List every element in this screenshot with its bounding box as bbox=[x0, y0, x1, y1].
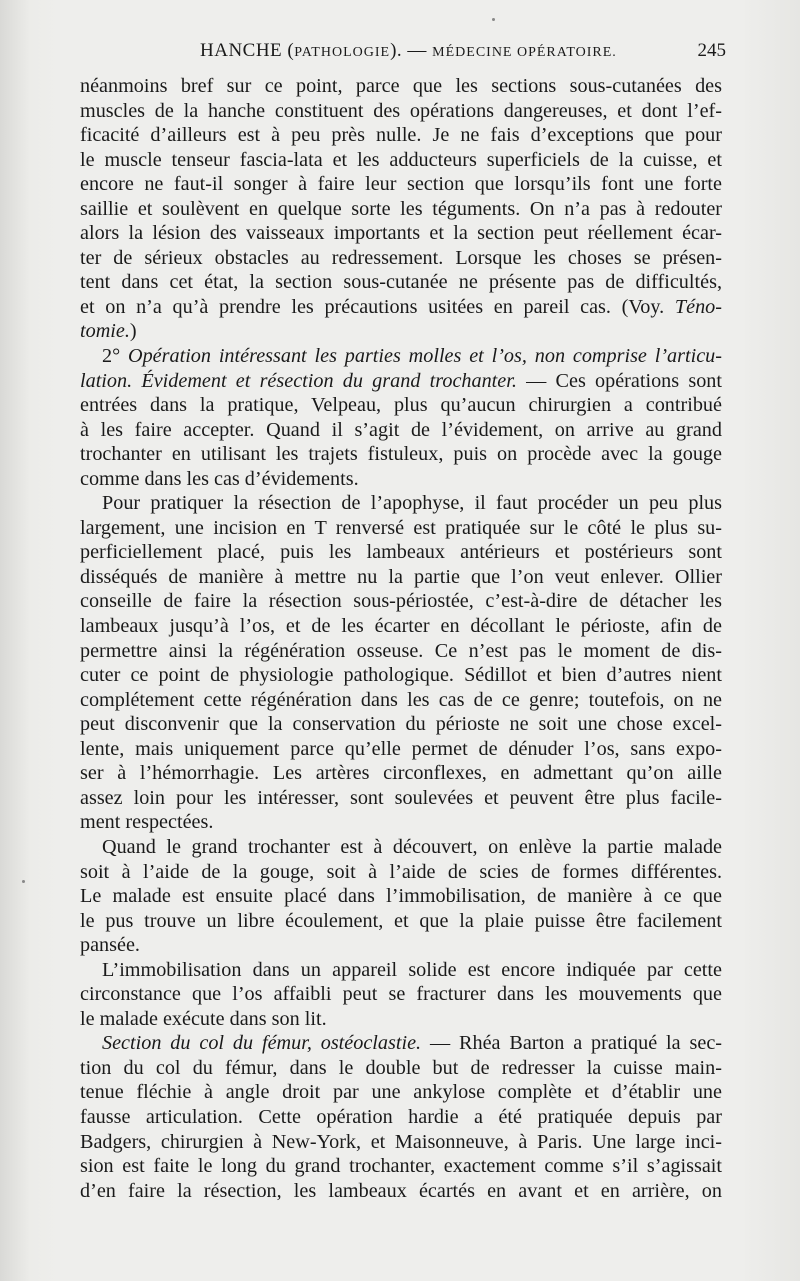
line-text: et on n’a qu’à prendre les précautions usitées en pareil cas. (Voy. bbox=[80, 295, 675, 318]
line-text: circonstance que l’os affaibli peut se fracturer dans les mouvements que bbox=[80, 983, 722, 1006]
text-line bbox=[80, 1031, 722, 1056]
line-text: lente, mais uniquement parce qu’elle permet de dénuder l’os, sans expo- bbox=[80, 737, 722, 760]
text-line bbox=[80, 737, 722, 762]
text-line bbox=[80, 1007, 722, 1032]
line-text: fausse articulation. Cette opération hardie a été pratiquée depuis par bbox=[80, 1105, 722, 1128]
text-line bbox=[80, 418, 722, 443]
text-line bbox=[80, 319, 722, 344]
line-italic-text: Opération intéressant les parties molles et l’os, non comprise l’articu- bbox=[128, 345, 722, 368]
line-text: Pour pratiquer la résection de l’apophyse, il faut procéder un peu plus bbox=[102, 492, 722, 515]
line-text: assez loin pour les intéresser, sont soulevées et peuvent être plus facile- bbox=[80, 786, 722, 809]
text-line bbox=[80, 1080, 722, 1105]
page-number: 245 bbox=[697, 40, 726, 61]
text-line bbox=[80, 1154, 722, 1179]
line-text: Le malade est ensuite placé dans l’immobilisation, de manière à ce que bbox=[80, 885, 722, 908]
line-text: Quand le grand trochanter est à découvert, on enlève la partie malade bbox=[102, 835, 722, 858]
text-line bbox=[80, 958, 722, 983]
text-line bbox=[80, 491, 722, 516]
line-text: tent dans cet état, la section sous-cutanée ne présente pas de difficultés, bbox=[80, 271, 722, 294]
text-line bbox=[80, 860, 722, 885]
text-line bbox=[80, 1056, 722, 1081]
line-text-after: — Ces opérations sont bbox=[516, 369, 722, 392]
text-line bbox=[80, 369, 722, 394]
line-text: entrées dans la pratique, Velpeau, plus qu’aucun chirurgien a contribué bbox=[80, 394, 722, 417]
running-header bbox=[80, 40, 726, 66]
line-text: sion est faite le long du grand trochanter, exactement comme s’il s’agissait bbox=[80, 1155, 722, 1178]
text-line bbox=[80, 565, 722, 590]
text-line bbox=[80, 614, 722, 639]
text-line bbox=[80, 467, 722, 492]
line-text: conseille de faire la résection sous-périostée, c’est-à-dire de détacher les bbox=[80, 590, 722, 613]
line-text: complétement cette régénération dans les cas de ce genre; toutefois, on ne bbox=[80, 688, 722, 711]
line-text-after: — Rhéa Barton a pratiqué la sec- bbox=[421, 1032, 722, 1055]
text-line bbox=[80, 442, 722, 467]
text-line bbox=[80, 123, 722, 148]
line-text: tion du col du fémur, dans le double but de redresser la cuisse main- bbox=[80, 1056, 722, 1079]
line-text: ment respectées. bbox=[80, 811, 214, 834]
text-line bbox=[80, 74, 722, 99]
text-line bbox=[80, 540, 722, 565]
text-line bbox=[80, 344, 722, 369]
line-text: ficacité d’ailleurs est à peu près nulle. Je ne fais d’exceptions que pour bbox=[80, 124, 722, 147]
text-line bbox=[80, 246, 722, 271]
title-main: HANCHE ( bbox=[200, 40, 295, 61]
text-line bbox=[80, 835, 722, 860]
text-line bbox=[80, 810, 722, 835]
text-line bbox=[80, 1105, 722, 1130]
line-text: perficiellement placé, puis les lambeaux antérieurs et postérieurs sont bbox=[80, 541, 722, 564]
line-italic-text: tomie. bbox=[80, 320, 130, 343]
text-line bbox=[80, 393, 722, 418]
line-text: comme dans les cas d’évidements. bbox=[80, 467, 359, 490]
title-small: PATHOLOGIE bbox=[294, 45, 391, 60]
line-text: largement, une incision en T renversé est pratiquée sur le côté le plus su- bbox=[80, 516, 722, 539]
line-text: à les faire accepter. Quand il s’agit de l’évidement, on arrive au grand bbox=[80, 418, 722, 441]
line-text: soit à l’aide de la gouge, soit à l’aide de scies de formes différentes. bbox=[80, 860, 722, 883]
line-text: peut disconvenir que la conservation du périoste ne soit une chose excel- bbox=[80, 713, 722, 736]
text-line bbox=[80, 270, 722, 295]
line-text: d’en faire la résection, les lambeaux écartés en avant et en arrière, on bbox=[80, 1179, 722, 1202]
text-line bbox=[80, 516, 722, 541]
line-text: muscles de la hanche constituent des opérations dangereuses, et dont l’ef- bbox=[80, 99, 722, 122]
line-text: cuter ce point de physiologie pathologique. Sédillot et bien d’autres nient bbox=[80, 664, 722, 687]
line-text: saillie et soulèvent en quelque sorte les téguments. On n’a pas à redouter bbox=[80, 197, 722, 220]
text-line bbox=[80, 982, 722, 1007]
text-line bbox=[80, 1179, 722, 1204]
line-text: disséqués de manière à mettre nu la partie que l’on veut enlever. Ollier bbox=[80, 565, 722, 588]
line-text: L’immobilisation dans un appareil solide est encore indiquée par cette bbox=[102, 958, 722, 981]
line-text: lambeaux jusqu’à l’os, et de les écarter en décollant le périoste, afin de bbox=[80, 615, 722, 638]
title-section: MÉDECINE OPÉRATOIRE. bbox=[432, 45, 617, 60]
line-text: le pus trouve un libre écoulement, et que la plaie puisse être facilement bbox=[80, 909, 722, 932]
text-line bbox=[80, 295, 722, 320]
text-line bbox=[80, 884, 722, 909]
body-text bbox=[80, 74, 722, 1203]
line-text: le malade exécute dans son lit. bbox=[80, 1007, 327, 1030]
text-line bbox=[80, 712, 722, 737]
line-text: alors la lésion des vaisseaux importants et la section peut réellement écar- bbox=[80, 222, 722, 245]
line-text: 2° bbox=[102, 345, 128, 368]
print-speck bbox=[492, 18, 495, 21]
line-text: le muscle tenseur fascia-lata et les adducteurs superficiels de la cuisse, et bbox=[80, 148, 722, 171]
text-line bbox=[80, 933, 722, 958]
text-line bbox=[80, 688, 722, 713]
text-line bbox=[80, 663, 722, 688]
line-italic-text: Section du col du fémur, ostéoclastie. bbox=[102, 1032, 422, 1055]
line-text: tenue fléchie à angle droit par une ankylose complète et d’établir une bbox=[80, 1081, 722, 1104]
text-line bbox=[80, 589, 722, 614]
text-line bbox=[80, 99, 722, 124]
line-text-after: ) bbox=[129, 320, 137, 343]
title-separator: ). — bbox=[390, 40, 433, 61]
line-italic-text: lation. Évidement et résection du grand trochanter. bbox=[80, 369, 517, 392]
line-text: permettre ainsi la régénération osseuse. Ce n’est pas le moment de dis- bbox=[80, 639, 722, 662]
text-line bbox=[80, 909, 722, 934]
text-line bbox=[80, 786, 722, 811]
print-speck bbox=[22, 880, 25, 883]
line-text: pansée. bbox=[80, 934, 140, 957]
text-line bbox=[80, 639, 722, 664]
text-line bbox=[80, 761, 722, 786]
running-title bbox=[200, 40, 617, 62]
line-text: néanmoins bref sur ce point, parce que les sections sous-cutanées des bbox=[80, 75, 722, 97]
line-text: trochanter en utilisant les trajets fistuleux, puis on procède avec la gouge bbox=[80, 443, 722, 466]
line-text: ser à l’hémorrhagie. Les artères circonflexes, en admettant qu’on aille bbox=[80, 762, 722, 785]
line-italic-text: Téno- bbox=[674, 295, 722, 318]
line-text: encore ne faut-il songer à faire leur section que lorsqu’ils font une forte bbox=[80, 173, 722, 196]
line-text: Badgers, chirurgien à New-York, et Maisonneuve, à Paris. Une large inci- bbox=[80, 1130, 722, 1153]
text-line bbox=[80, 197, 722, 222]
text-line bbox=[80, 148, 722, 173]
text-line bbox=[80, 1130, 722, 1155]
text-line bbox=[80, 172, 722, 197]
text-line bbox=[80, 221, 722, 246]
line-text: ter de sérieux obstacles au redressement. Lorsque les choses se présen- bbox=[80, 246, 722, 269]
